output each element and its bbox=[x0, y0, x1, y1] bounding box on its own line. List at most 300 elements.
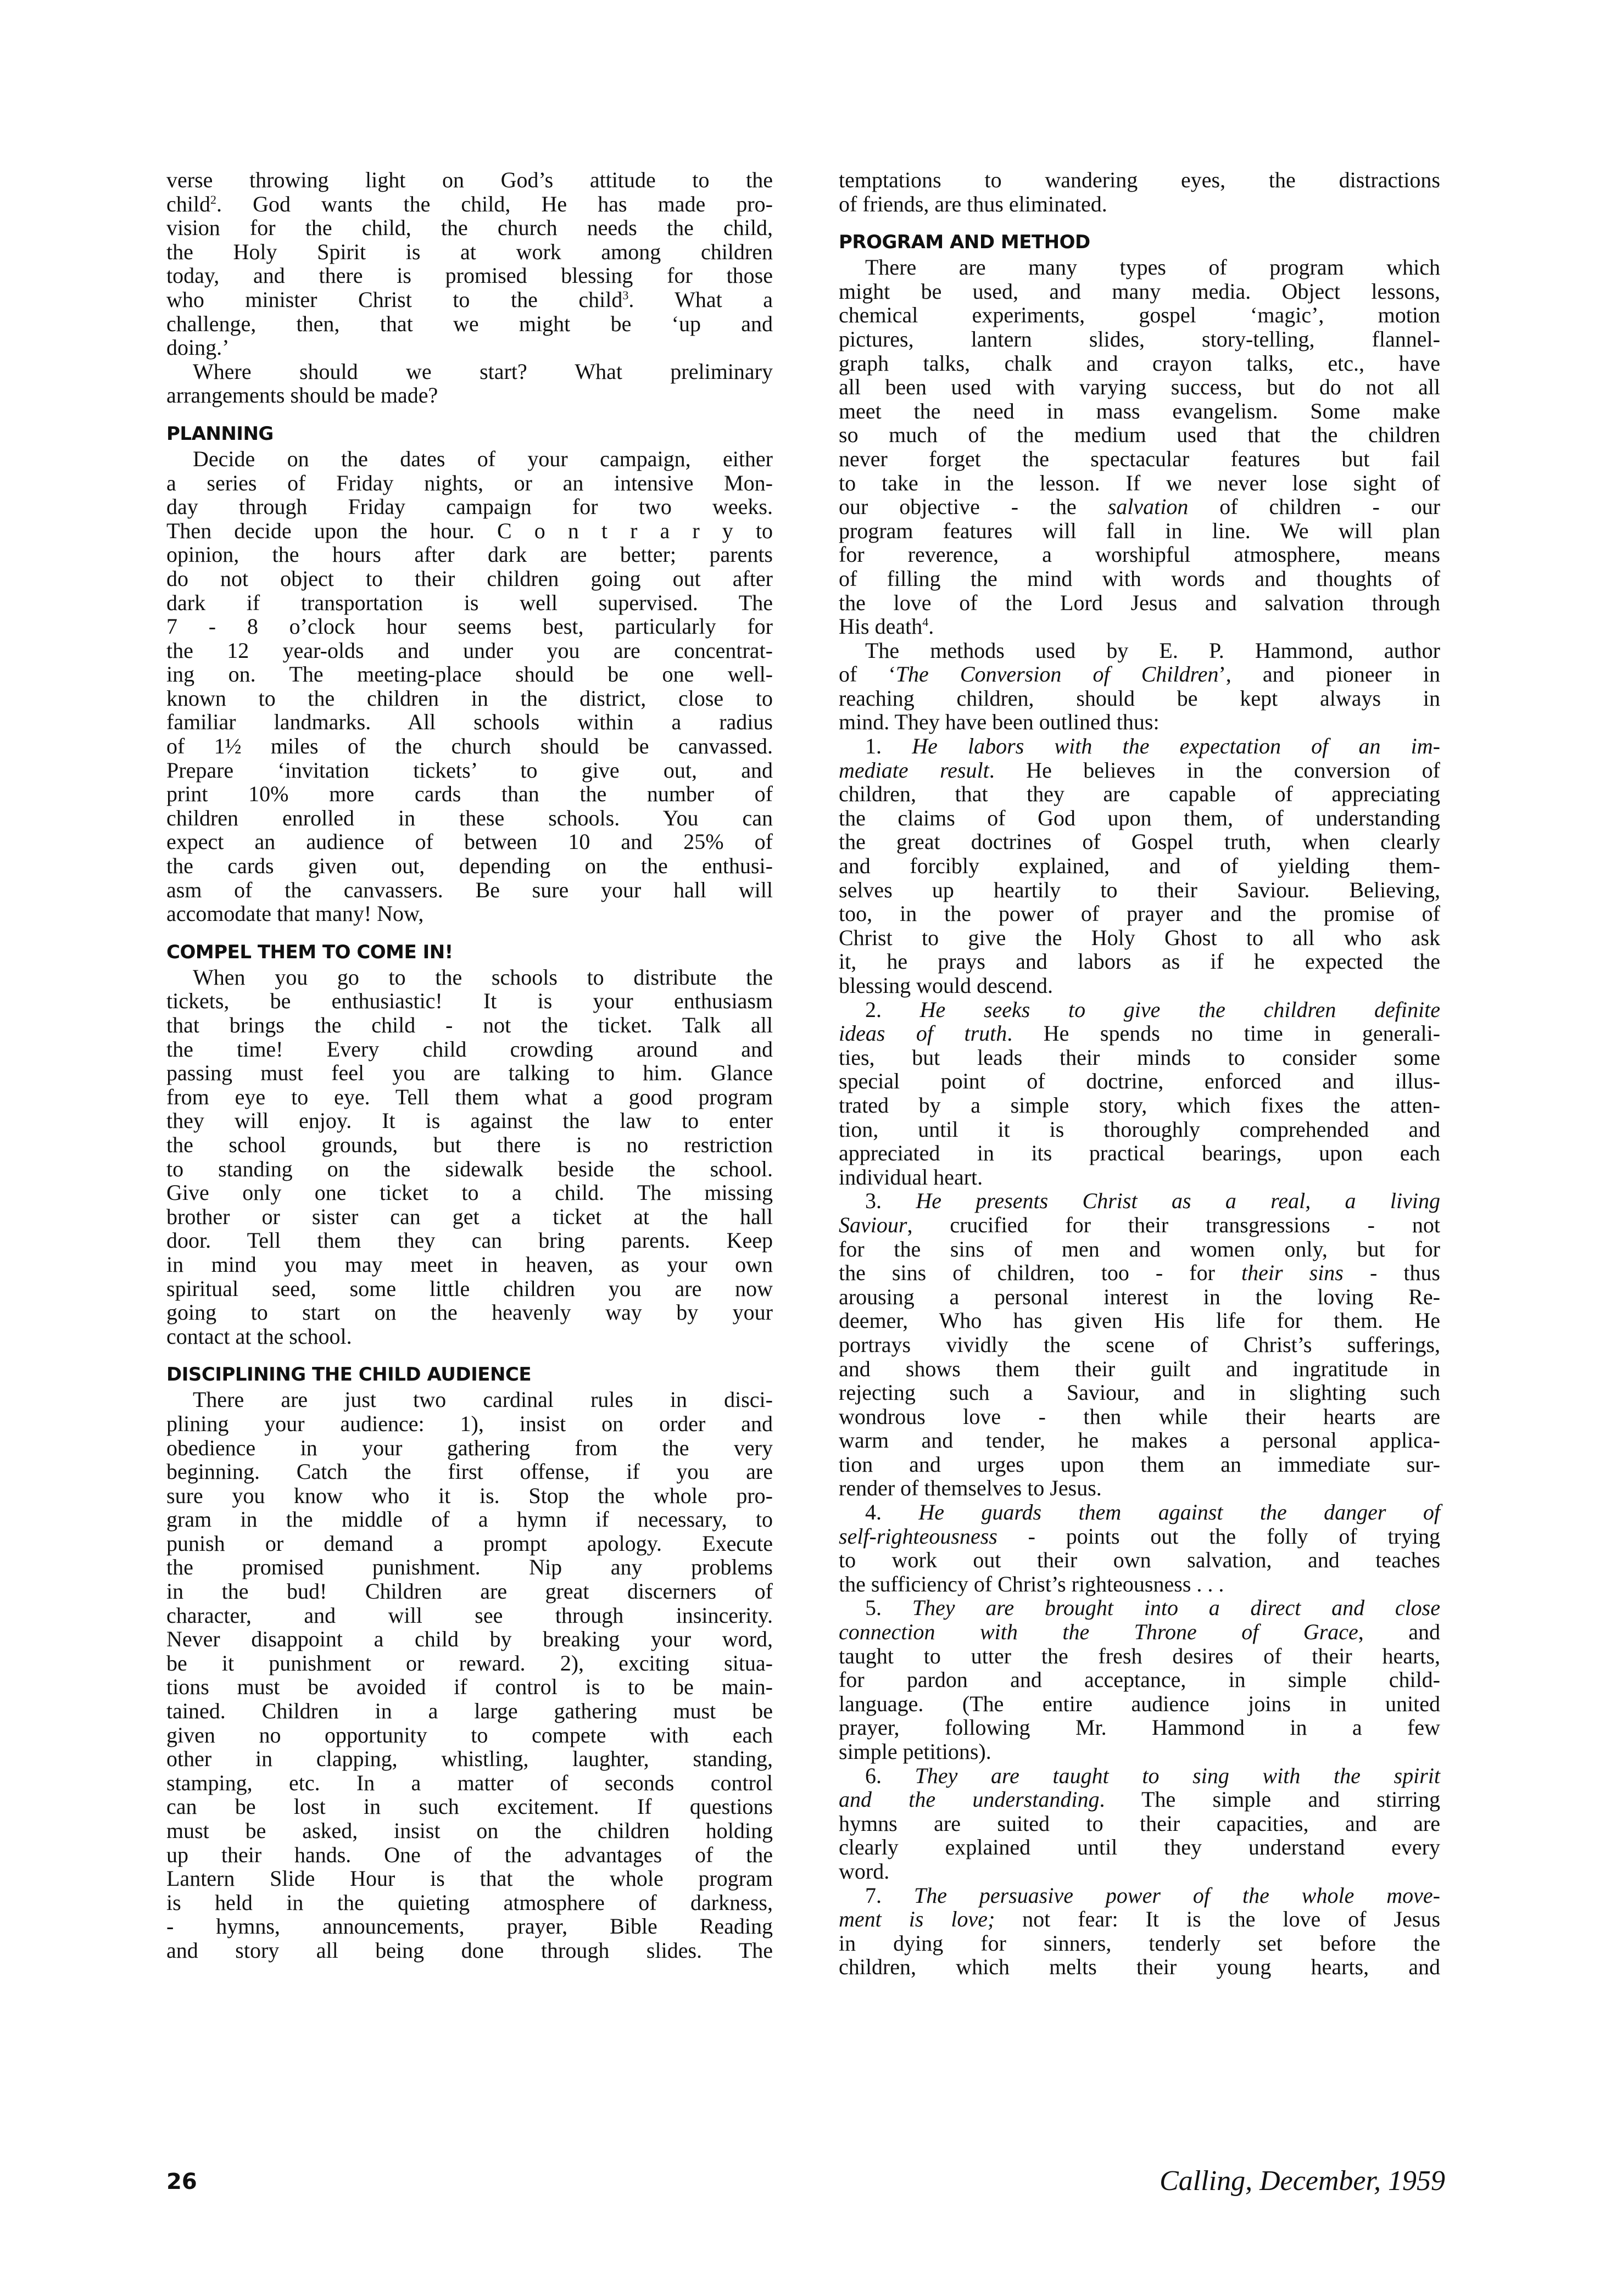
italic-text: mediate result bbox=[839, 757, 989, 783]
text: special point of doctrine, enforced and illus- bbox=[839, 1069, 1440, 1094]
text: day through Friday campaign for two weeks. bbox=[166, 494, 773, 519]
text: 4. bbox=[865, 1500, 919, 1525]
text-line bbox=[166, 1795, 773, 1819]
text: the school grounds, but there is no restriction bbox=[166, 1132, 773, 1157]
text-line bbox=[839, 168, 1440, 192]
paragraph bbox=[839, 1764, 1440, 1884]
text: the great doctrines of Gospel truth, when clearly bbox=[839, 829, 1440, 854]
text-line bbox=[166, 567, 773, 591]
text-line bbox=[839, 1189, 1440, 1213]
text-line bbox=[839, 303, 1440, 327]
text: 2. bbox=[865, 997, 920, 1022]
text: the cards given out, depending on the enthusi- bbox=[166, 853, 773, 879]
italic-text: He seeks to give the children definite bbox=[919, 997, 1440, 1022]
text-line bbox=[839, 1787, 1440, 1812]
text-line bbox=[839, 351, 1440, 376]
text: gram in the middle of a hymn if necessary, to bbox=[166, 1507, 773, 1532]
text-line bbox=[839, 1213, 1440, 1237]
text: asm of the canvassers. Be sure your hall will bbox=[166, 877, 773, 902]
text-line bbox=[166, 614, 773, 639]
text: . bbox=[928, 614, 934, 639]
text-line bbox=[166, 1460, 773, 1484]
text: , crucified for their transgressions - not bbox=[907, 1212, 1440, 1237]
text-line bbox=[839, 1620, 1440, 1644]
text-line bbox=[839, 878, 1440, 902]
text: wondrous love - then while their hearts are bbox=[839, 1404, 1440, 1429]
text: the sufficiency of Christ’s righteousness . . . bbox=[839, 1571, 1224, 1596]
text-line bbox=[166, 471, 773, 495]
text-line bbox=[839, 782, 1440, 806]
text-line bbox=[166, 1253, 773, 1277]
text: is held in the quieting atmosphere of darkness, bbox=[166, 1890, 773, 1915]
text-line bbox=[166, 854, 773, 878]
text-line bbox=[839, 1572, 1440, 1596]
text: deemer, Who has given His life for them. He bbox=[839, 1308, 1440, 1333]
text: Where should we start? What preliminary bbox=[193, 359, 773, 384]
text: arrangements should be made? bbox=[166, 383, 438, 408]
text-line bbox=[166, 264, 773, 288]
footnote-ref: 3 bbox=[622, 288, 629, 302]
text-line bbox=[839, 1692, 1440, 1716]
text-line bbox=[839, 1812, 1440, 1836]
text: so much of the medium used that the children bbox=[839, 422, 1440, 448]
text: must be asked, insist on the children holding bbox=[166, 1818, 773, 1843]
italic-text: He guards them against the danger of bbox=[918, 1500, 1441, 1525]
text-line bbox=[166, 1891, 773, 1915]
text-line bbox=[166, 965, 773, 990]
text: language. (The entire audience joins in united bbox=[839, 1691, 1440, 1716]
text-line bbox=[166, 1157, 773, 1181]
text-line bbox=[839, 830, 1440, 854]
text-line bbox=[839, 1165, 1440, 1189]
text-line bbox=[839, 1764, 1440, 1788]
text-line bbox=[166, 192, 773, 216]
text: 5. bbox=[865, 1595, 912, 1621]
text-line bbox=[166, 216, 773, 240]
text-line bbox=[166, 1699, 773, 1723]
text: familiar landmarks. All schools within a radius bbox=[166, 710, 773, 735]
text: pictures, lantern slides, story-telling, flannel- bbox=[839, 326, 1440, 351]
publication-credit: Calling, December, 1959 bbox=[1160, 2165, 1445, 2197]
text: dark if transportation is well supervised. The bbox=[166, 590, 773, 615]
text-line bbox=[166, 1555, 773, 1579]
text: Christ to give the Holy Ghost to all who ask bbox=[839, 925, 1440, 950]
text: Lantern Slide Hour is that the whole program bbox=[166, 1866, 773, 1891]
text-line bbox=[166, 168, 773, 192]
text-line bbox=[839, 1500, 1440, 1524]
text-line bbox=[166, 1436, 773, 1460]
text: opinion, the hours after dark are better; parents bbox=[166, 542, 773, 567]
text: plining your audience: 1), insist on order and bbox=[166, 1411, 773, 1436]
text-line bbox=[166, 1604, 773, 1628]
text: too, in the power of prayer and the promise of bbox=[839, 901, 1440, 926]
text: character, and will see through insincerity. bbox=[166, 1602, 773, 1628]
text-line bbox=[839, 1740, 1440, 1764]
text: ’, and pioneer in bbox=[1218, 662, 1440, 687]
text: When you go to the schools to distribute the bbox=[193, 964, 773, 990]
text-line bbox=[839, 1381, 1440, 1405]
text-line bbox=[166, 806, 773, 830]
text-line bbox=[166, 758, 773, 783]
text: never forget the spectacular features but fail bbox=[839, 446, 1440, 471]
text: . What a bbox=[628, 287, 773, 312]
text: for pardon and acceptance, in simple child- bbox=[839, 1667, 1440, 1692]
text-line bbox=[839, 1931, 1440, 1956]
italic-text: Saviour bbox=[839, 1212, 907, 1237]
text: of friends, are thus eliminated. bbox=[839, 191, 1107, 216]
text-line bbox=[839, 1021, 1440, 1046]
text: that brings the child - not the ticket. Talk all bbox=[166, 1013, 773, 1037]
text-line bbox=[839, 1453, 1440, 1477]
text: and forcibly explained, and of yielding them- bbox=[839, 853, 1440, 879]
paragraph bbox=[166, 447, 773, 926]
text: going to start on the heavenly way by your bbox=[166, 1300, 773, 1325]
text-line bbox=[166, 543, 773, 567]
text: temptations to wandering eyes, the distractions bbox=[839, 167, 1440, 192]
text-line bbox=[839, 1955, 1440, 1979]
text: - hymns, announcements, prayer, Bible Reading bbox=[166, 1914, 773, 1939]
text: to standing on the sidewalk beside the school. bbox=[166, 1156, 773, 1181]
text: program features will fall in line. We will plan bbox=[839, 518, 1440, 543]
text: - points out the folly of trying bbox=[997, 1523, 1440, 1549]
text: challenge, then, that we might be ‘up and bbox=[166, 311, 773, 336]
italic-text: He presents Christ as a real, a living bbox=[916, 1188, 1440, 1214]
italic-text: The persuasive power of the whole move- bbox=[913, 1882, 1440, 1908]
text: appreciated in its practical bearings, upon each bbox=[839, 1141, 1440, 1166]
text-line bbox=[166, 1771, 773, 1795]
text: mind. They have been outlined thus: bbox=[839, 710, 1160, 735]
text-line bbox=[166, 878, 773, 902]
text-line bbox=[166, 734, 773, 758]
text-line bbox=[166, 1300, 773, 1325]
text: reaching children, should be kept always in bbox=[839, 685, 1440, 711]
text-line bbox=[166, 902, 773, 926]
text-line bbox=[839, 255, 1440, 280]
text-line bbox=[166, 1627, 773, 1651]
text: and shows them their guilt and ingratitude in bbox=[839, 1356, 1440, 1381]
text: a series of Friday nights, or an intensive Mon- bbox=[166, 470, 773, 495]
text: . God wants the child, He has made pro- bbox=[216, 191, 773, 216]
text-line bbox=[166, 288, 773, 312]
text-line bbox=[839, 1141, 1440, 1165]
text: for the sins of men and women only, but for bbox=[839, 1236, 1440, 1261]
text: word. bbox=[839, 1858, 890, 1884]
text-line bbox=[839, 1093, 1440, 1118]
text-line bbox=[166, 1747, 773, 1771]
section-heading: COMPEL THEM TO COME IN! bbox=[166, 941, 453, 963]
paragraph bbox=[839, 1500, 1440, 1596]
text: all been used with varying success, but do not all bbox=[839, 375, 1440, 400]
text: given no opportunity to compete with each bbox=[166, 1722, 773, 1747]
text-line bbox=[166, 1037, 773, 1062]
text: be it punishment or reward. 2), exciting situa- bbox=[166, 1650, 773, 1675]
text: Then decide upon the hour. C o n t r a r y to bbox=[166, 518, 773, 543]
text: it, he prays and labors as if he expected the bbox=[839, 949, 1440, 974]
text-line bbox=[166, 1484, 773, 1508]
text-line bbox=[166, 1085, 773, 1109]
text-line bbox=[166, 519, 773, 543]
text: not fear: It is the love of Jesus bbox=[995, 1907, 1441, 1932]
text-line bbox=[839, 280, 1440, 304]
text-line bbox=[839, 1859, 1440, 1884]
paragraph bbox=[839, 1884, 1440, 1979]
text: trated by a simple story, which fixes the atten- bbox=[839, 1092, 1440, 1118]
text-line bbox=[839, 1069, 1440, 1093]
text: vision for the child, the church needs the child, bbox=[166, 215, 773, 241]
text-line bbox=[166, 1133, 773, 1157]
text: in mind you may meet in heaven, as your own bbox=[166, 1252, 773, 1277]
text: the claims of God upon them, of understanding bbox=[839, 805, 1440, 830]
text-line bbox=[839, 447, 1440, 471]
text-line bbox=[839, 854, 1440, 878]
text: ties, but leads their minds to consider some bbox=[839, 1044, 1440, 1070]
text: stamping, etc. In a matter of seconds control bbox=[166, 1770, 773, 1795]
text: selves up heartily to their Saviour. Believing, bbox=[839, 877, 1440, 902]
text: obedience in your gathering from the very bbox=[166, 1435, 773, 1460]
text-line bbox=[839, 1884, 1440, 1908]
section-heading: PROGRAM AND METHOD bbox=[839, 231, 1090, 254]
text: . He believes in the conversion of bbox=[989, 757, 1440, 783]
text: our objective - the bbox=[839, 494, 1108, 519]
text-line bbox=[166, 1914, 773, 1939]
text: brother or sister can get a ticket at the hall bbox=[166, 1204, 773, 1229]
text: for reverence, a worshipful atmosphere, means bbox=[839, 542, 1440, 567]
text-line bbox=[839, 375, 1440, 399]
text-line bbox=[166, 383, 773, 407]
text: do not object to their children going out after bbox=[166, 566, 773, 591]
text-line bbox=[839, 1476, 1440, 1500]
text: Give only one ticket to a child. The missing bbox=[166, 1180, 773, 1205]
text-line bbox=[839, 1357, 1440, 1381]
text-line bbox=[166, 336, 773, 360]
text-line bbox=[839, 710, 1440, 734]
italic-text: ideas of truth bbox=[839, 1021, 1007, 1046]
text-line bbox=[166, 1651, 773, 1675]
text: Decide on the dates of your campaign, either bbox=[193, 446, 773, 471]
text-line bbox=[839, 614, 1440, 639]
text-line bbox=[839, 998, 1440, 1022]
paragraph bbox=[839, 255, 1440, 639]
text-line bbox=[839, 949, 1440, 974]
text-line bbox=[839, 567, 1440, 591]
text: children, that they are capable of appreciating bbox=[839, 781, 1440, 807]
paragraph bbox=[166, 965, 773, 1349]
text-line bbox=[166, 1507, 773, 1532]
italic-text: their sins bbox=[1241, 1260, 1344, 1286]
text: graph talks, chalk and crayon talks, etc., have bbox=[839, 350, 1440, 376]
italic-text: He labors with the expectation of an im- bbox=[912, 734, 1441, 759]
text-line bbox=[166, 1843, 773, 1867]
italic-text: and the understanding bbox=[839, 1787, 1100, 1812]
text: arousing a personal interest in the loving Re- bbox=[839, 1284, 1440, 1309]
text: 1. bbox=[865, 734, 912, 759]
text-line bbox=[166, 1277, 773, 1301]
text-line bbox=[839, 686, 1440, 711]
text-line bbox=[166, 240, 773, 264]
text: individual heart. bbox=[839, 1164, 983, 1189]
text-line bbox=[166, 1181, 773, 1205]
footnote-ref: 4 bbox=[922, 615, 929, 629]
text: accomodate that many! Now, bbox=[166, 901, 424, 926]
text: of ‘ bbox=[839, 662, 896, 687]
text-line bbox=[166, 1867, 773, 1891]
text: print 10% more cards than the number of bbox=[166, 781, 773, 807]
text: hymns are suited to their capacities, and are bbox=[839, 1811, 1440, 1836]
italic-text: salvation bbox=[1107, 494, 1189, 519]
italic-text: They are brought into a direct and close bbox=[912, 1595, 1441, 1621]
text-line bbox=[839, 926, 1440, 950]
text: and story all being done through slides. The bbox=[166, 1937, 773, 1963]
text-line bbox=[166, 447, 773, 471]
text-line bbox=[839, 1668, 1440, 1692]
text: children, which melts their young hearts, and bbox=[839, 1954, 1440, 1980]
text: 3. bbox=[865, 1188, 916, 1214]
text: contact at the school. bbox=[166, 1323, 352, 1349]
text-line bbox=[166, 639, 773, 663]
text-line bbox=[839, 495, 1440, 519]
text: to work out their own salvation, and teaches bbox=[839, 1548, 1440, 1573]
italic-text: They are taught to sing with the spirit bbox=[915, 1763, 1441, 1788]
text-line bbox=[839, 327, 1440, 351]
text: in the bud! Children are great discerners of bbox=[166, 1579, 773, 1604]
text-line bbox=[839, 1333, 1440, 1357]
text-line bbox=[166, 686, 773, 711]
text: tion and urges upon them an immediate sur- bbox=[839, 1451, 1440, 1477]
text-line bbox=[166, 1325, 773, 1349]
italic-text: self-righteousness bbox=[839, 1523, 997, 1549]
text: chemical experiments, gospel ‘magic’, motion bbox=[839, 303, 1440, 328]
text: meet the need in mass evangelism. Some make bbox=[839, 398, 1440, 423]
text-line bbox=[166, 1205, 773, 1229]
page-number: 26 bbox=[166, 2169, 197, 2194]
text-line bbox=[839, 1046, 1440, 1070]
text-line bbox=[166, 1412, 773, 1436]
text: to take in the lesson. If we never lose sight of bbox=[839, 470, 1440, 495]
text-line bbox=[166, 1819, 773, 1843]
text: can be lost in such excitement. If questions bbox=[166, 1794, 773, 1819]
text-line bbox=[166, 1532, 773, 1556]
text: . He spends no time in generali- bbox=[1007, 1021, 1440, 1046]
text: rejecting such a Saviour, and in slighting such bbox=[839, 1380, 1440, 1405]
text-line bbox=[839, 734, 1440, 758]
text: warm and tender, he makes a personal applica- bbox=[839, 1428, 1440, 1453]
paragraph bbox=[839, 639, 1440, 734]
text: . The simple and stirring bbox=[1099, 1787, 1440, 1812]
text-line bbox=[166, 1228, 773, 1253]
text: tions must be avoided if control is to be main- bbox=[166, 1674, 773, 1700]
text-line bbox=[839, 423, 1440, 447]
text: simple petitions). bbox=[839, 1739, 991, 1764]
text-line bbox=[839, 591, 1440, 615]
text: the sins of children, too - for bbox=[839, 1260, 1242, 1286]
text: the 12 year-olds and under you are concentrat- bbox=[166, 638, 773, 663]
text-line bbox=[839, 1835, 1440, 1859]
footnote-ref: 2 bbox=[210, 192, 216, 206]
text: , and bbox=[1358, 1619, 1440, 1645]
right-column bbox=[839, 168, 1440, 1979]
text: verse throwing light on God’s attitude to the bbox=[166, 167, 773, 192]
text-line bbox=[166, 662, 773, 686]
text-line bbox=[839, 519, 1440, 543]
text: taught to utter the fresh desires of their hearts, bbox=[839, 1643, 1440, 1668]
text: 7 - 8 o’clock hour seems best, particularly for bbox=[166, 614, 773, 639]
text-line bbox=[839, 902, 1440, 926]
text: the love of the Lord Jesus and salvation through bbox=[839, 590, 1440, 615]
text-line bbox=[839, 758, 1440, 783]
italic-text: connection with the Throne of Grace bbox=[839, 1619, 1358, 1645]
text-line bbox=[839, 1524, 1440, 1549]
text: child bbox=[166, 191, 210, 216]
text: 7. bbox=[865, 1882, 914, 1908]
text: other in clapping, whistling, laughter, standing, bbox=[166, 1746, 773, 1772]
text: blessing would descend. bbox=[839, 973, 1053, 998]
text: tickets, be enthusiastic! It is your enthusiasm bbox=[166, 988, 773, 1014]
text-line bbox=[839, 1118, 1440, 1142]
text-line bbox=[839, 1907, 1440, 1931]
text-line bbox=[166, 710, 773, 734]
text-line bbox=[839, 1261, 1440, 1285]
text-line bbox=[166, 312, 773, 336]
text: children enrolled in these schools. You can bbox=[166, 805, 773, 830]
text-line bbox=[166, 591, 773, 615]
text-line bbox=[839, 1596, 1440, 1620]
text-line bbox=[839, 662, 1440, 686]
paragraph bbox=[839, 998, 1440, 1189]
paragraph bbox=[166, 1388, 773, 1962]
section-heading: PLANNING bbox=[166, 422, 274, 445]
text: doing.’ bbox=[166, 335, 230, 360]
text-line bbox=[166, 1723, 773, 1747]
paragraph bbox=[166, 360, 773, 407]
text: punish or demand a prompt apology. Execute bbox=[166, 1530, 773, 1556]
text: tion, until it is thoroughly comprehended and bbox=[839, 1116, 1440, 1142]
text: sure you know who it is. Stop the whole pro- bbox=[166, 1483, 773, 1508]
text-line bbox=[839, 974, 1440, 998]
text-line bbox=[166, 360, 773, 384]
text-line bbox=[166, 1109, 773, 1133]
text-line bbox=[166, 830, 773, 854]
text-line bbox=[166, 1579, 773, 1604]
italic-text: The Conversion of Children bbox=[895, 662, 1219, 687]
text-line bbox=[839, 543, 1440, 567]
paragraph bbox=[839, 1596, 1440, 1763]
text-line bbox=[839, 192, 1440, 216]
text-line bbox=[166, 782, 773, 806]
text: expect an audience of between 10 and 25% of bbox=[166, 829, 773, 854]
text-line bbox=[166, 495, 773, 519]
text: from eye to eye. Tell them what a good program bbox=[166, 1084, 773, 1109]
left-column bbox=[166, 168, 773, 1963]
text: the promised punishment. Nip any problems bbox=[166, 1555, 773, 1580]
text-line bbox=[839, 1428, 1440, 1453]
paragraph bbox=[166, 168, 773, 360]
text: of filling the mind with words and thoughts of bbox=[839, 566, 1440, 591]
text: they will enjoy. It is against the law to enter bbox=[166, 1108, 773, 1133]
text: might be used, and many media. Object lessons, bbox=[839, 278, 1440, 304]
text-line bbox=[839, 1644, 1440, 1668]
text: passing must feel you are talking to him. Glance bbox=[166, 1060, 773, 1086]
text: The methods used by E. P. Hammond, author bbox=[865, 638, 1440, 663]
text: 6. bbox=[865, 1763, 915, 1788]
text: - thus bbox=[1343, 1260, 1441, 1286]
text-line bbox=[166, 1013, 773, 1037]
text: There are many types of program which bbox=[865, 255, 1440, 280]
text: tained. Children in a large gathering must be bbox=[166, 1699, 773, 1724]
text: the time! Every child crowding around and bbox=[166, 1036, 773, 1062]
text-line bbox=[166, 1388, 773, 1412]
paragraph bbox=[839, 734, 1440, 998]
paragraph bbox=[839, 1189, 1440, 1500]
